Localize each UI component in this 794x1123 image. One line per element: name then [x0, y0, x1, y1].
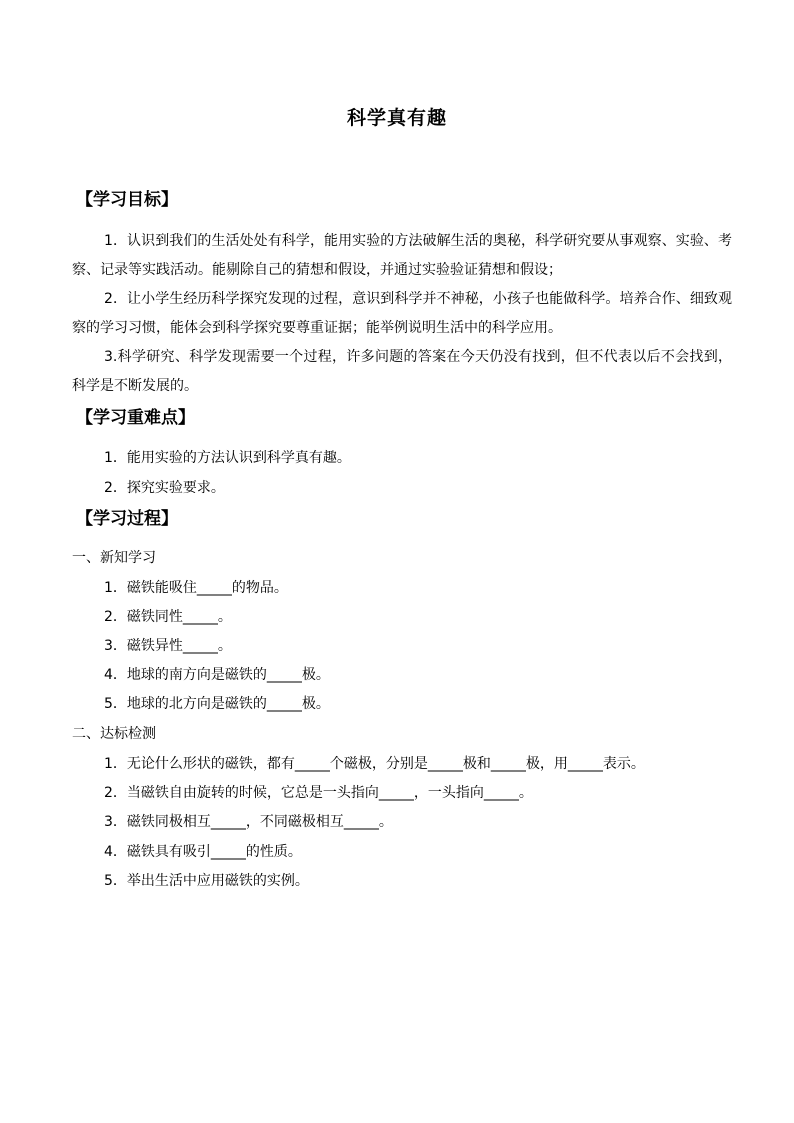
exercise-item: 2．磁铁同性_____。	[104, 609, 232, 625]
key-point-item: 2．探究实验要求。	[104, 480, 225, 496]
subsection-title-assessment: 二、达标检测	[72, 726, 156, 742]
section-heading-process: 【学习过程】	[76, 509, 178, 529]
exercise-item: 4．磁铁具有吸引_____的性质。	[104, 844, 302, 860]
subsection-title-new-learning: 一、新知学习	[72, 550, 156, 566]
section-heading-key-points: 【学习重难点】	[76, 408, 195, 428]
exercise-item: 1．无论什么形状的磁铁，都有_____个磁极，分别是_____极和_____极，用_____表示。	[104, 756, 645, 772]
section-heading-objectives: 【学习目标】	[76, 190, 178, 210]
exercise-item: 3．磁铁异性_____。	[104, 638, 232, 654]
key-point-item: 1．能用实验的方法认识到科学真有趣。	[104, 450, 351, 466]
exercise-item: 5．地球的北方向是磁铁的_____极。	[104, 696, 330, 712]
document-title: 科学真有趣	[346, 107, 447, 129]
exercise-item: 5．举出生活中应用磁铁的实例。	[104, 873, 309, 889]
exercise-item: 1．磁铁能吸住_____的物品。	[104, 580, 288, 596]
objective-paragraph-1: 1．认识到我们的生活处处有科学，能用实验的方法破解生活的奥秘，科学研究要从事观察、实验、考察、记录等实践活动。能剔除自己的猜想和假设，并通过实验验证猜想和假设；	[72, 233, 732, 278]
exercise-item: 3．磁铁同极相互_____，不同磁极相互_____。	[104, 814, 393, 830]
exercise-item: 4．地球的南方向是磁铁的_____极。	[104, 667, 330, 683]
exercise-item: 2．当磁铁自由旋转的时候，它总是一头指向_____，一头指向_____。	[104, 785, 533, 801]
objective-paragraph-2: 2．让小学生经历科学探究发现的过程，意识到科学并不神秘，小孩子也能做科学。培养合作、细致观察的学习习惯，能体会到科学探究要尊重证据；能举例说明生活中的科学应用。	[72, 291, 732, 336]
objective-paragraph-3: 3.科学研究、科学发现需要一个过程，许多问题的答案在今天仍没有找到，但不代表以后不会找到，科学是不断发展的。	[72, 349, 732, 394]
